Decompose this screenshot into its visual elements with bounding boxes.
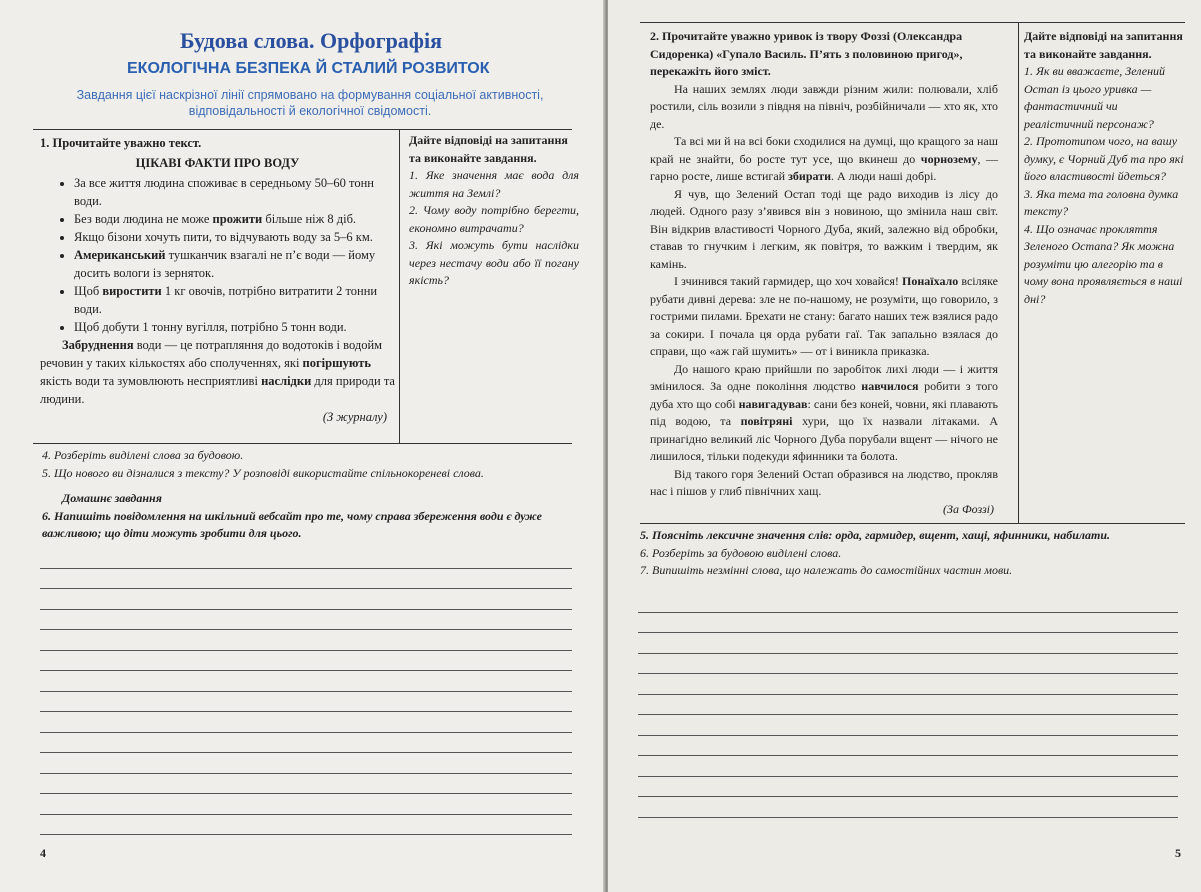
story-paragraph: До нашого краю прийшли по заробіток лихі люди — і життя змінилося. За одне покоління людство навчилося робити з того дуба хто що собі навигадував: сани без коней, човни, які плавають під водою, та повітряні хури, що їх назвали літаками. А принагідно великий ліс Чорного Дуба порубали вщент — нічого не лишилося, тільки подекуди яфинники та болота. — [650, 361, 998, 463]
fact-item: • Щоб виростити 1 кг овочів, потрібно витратити 2 тонни води. — [74, 282, 395, 318]
left-answer-lines[interactable] — [40, 548, 572, 835]
task1-questions — [409, 132, 579, 290]
story-paragraph: І зчинився такий гармидер, що хоч ховайся! Понаїхало всіляке рубати дивні дерева: зле не по-нашому, не розуміти, що говорило, з гострими пилами. Брехати не стану: багато наших теж взялися радо за сокири. І почала ця орда рубати гаї. Так запально взялася до справи, що «аж гай шумить» — от і виникла приказка. — [650, 274, 999, 358]
section-description-line-1: Завдання цієї наскрізної лінії спрямовано на формування соціальної активності, — [76, 88, 544, 102]
task-5: 5. Що нового ви дізналися з тексту? У розповіді використайте спільнокореневі слова. — [42, 465, 484, 480]
fact-item: • Без води людина не може прожити більше ніж 8 діб. — [74, 210, 395, 228]
facts-list — [40, 174, 395, 336]
task1-heading: 1. Прочитайте уважно текст. — [40, 136, 202, 150]
right-tasks — [640, 527, 1185, 580]
task1-block — [40, 134, 395, 426]
question-item: 1. Як ви вважаєте, Зелений Остап із цього уривка — фантастичний чи реалістичний персонаж? — [1024, 64, 1166, 131]
fact-item: • За все життя людина споживає в середньому 50–60 тонн води. — [74, 174, 395, 210]
section-title: Будова слова. Орфографія — [180, 28, 443, 53]
page-number-right: 5 — [1175, 846, 1181, 860]
task-6-right: 6. Розберіть за будовою виділені слова. — [640, 545, 842, 560]
question-item: 1. Яке значення має вода для життя на Землі? — [409, 168, 579, 200]
section-description — [60, 87, 560, 119]
questions-heading: Дайте відповіді на запитання та виконайте завдання. — [409, 133, 568, 165]
questions-heading: Дайте відповіді на запитання та виконайте завдання. — [1024, 29, 1183, 61]
question-item: 2. Прототипом чого, на вашу думку, є Чорний Дуб та про які його властивості йдеться? — [1024, 134, 1184, 183]
right-answer-lines[interactable] — [638, 592, 1178, 818]
fact-item: • Якщо бізони хочуть пити, то відчувають воду за 5–6 км. — [74, 228, 395, 246]
fact-item: • Щоб добути 1 тонну вугілля, потрібно 5 тонн води. — [74, 318, 395, 336]
task-7-right: 7. Випишіть незмінні слова, що належать до самостійних частин мови. — [640, 563, 1013, 577]
question-item: 3. Яка тема та головна думка тексту? — [1024, 186, 1179, 218]
question-item: 4. Що означає прокляття Зеленого Остапа? Як можна розуміти цю алегорію та в чому вона проявляється в наші дні? — [1024, 221, 1183, 306]
section-description-line-2: відповідальності й екологічної свідомості. — [188, 104, 432, 118]
task2-divider — [1018, 22, 1019, 523]
question-item: 3. Які можуть бути наслідки через нестачу води або її погану якість? — [409, 238, 579, 287]
task-4: 4. Розберіть виділені слова за будовою. — [42, 448, 244, 462]
task1-source: (З журналу) — [322, 410, 387, 424]
task2-heading: 2. Прочитайте уважно уривок із твору Фоззі (Олександра Сидоренка) «Гупало Василь. П’ять з половиною пригод», перекажіть його зміст. — [650, 29, 963, 78]
task2-questions — [1024, 28, 1189, 308]
story-paragraph: На наших землях люди завжди різним жили: полювали, хліб ростили, сіль возили з півдня на північ, розбійничали — хто як, хто де. — [650, 81, 998, 131]
page-number-left: 4 — [40, 846, 46, 860]
pollution-paragraph: Забруднення води — це потрапляння до водотоків і водойм речовин у таких кількостях або сполученнях, які погіршують якість води та зумовлюють несприятливі наслідки для природи та людини. — [40, 338, 395, 406]
section-subtitle: ЕКОЛОГІЧНА БЕЗПЕКА Й СТАЛИЙ РОЗВИТОК — [127, 60, 490, 77]
task1-divider — [399, 129, 400, 443]
question-item: 2. Чому воду потрібно берегти, економно витрачати? — [409, 203, 579, 235]
story-paragraph: Я чув, що Зелений Остап тоді ще радо виходив із лісу до людей. Одного разу з’явився він з новиною, що змінила наш світ. Він відкрив властивості Чорного Дуба, який, залежно від обробки, ставав то гнучким і легким, як повітря, то важким і твердим, як камінь. — [650, 186, 998, 271]
story-paragraph: Та всі ми й на всі боки сходилися на думці, що кращого за наш край не знайти, бо росте тут усе, що вкинеш до чорнозему, — гарно росте, лише встигай збирати. А люди наші добрі. — [650, 134, 999, 183]
left-tasks — [42, 447, 572, 543]
task-5-right: 5. Поясніть лексичне значення слів: орда, гармидер, вщент, хащі, яфинники, набилати. — [640, 528, 1111, 542]
story-paragraph: Від такого горя Зелений Остап образився на людство, прокляв нас і пішов у глиб північних хащ. — [650, 466, 998, 498]
facts-title: ЦІКАВІ ФАКТИ ПРО ВОДУ — [135, 156, 300, 170]
task-6: 6. Напишіть повідомлення на шкільний вебсайт про те, чому справа збереження води є дуже важливою; що діти можуть зробити для цього. — [42, 508, 542, 540]
homework-title: Домашнє завдання — [62, 491, 162, 505]
task2-source: (За Фоззі) — [943, 501, 994, 516]
task2-block — [650, 28, 998, 518]
fact-item: • Американський тушканчик взагалі не п’є води — йому досить вологи із зерняток. — [74, 246, 395, 282]
